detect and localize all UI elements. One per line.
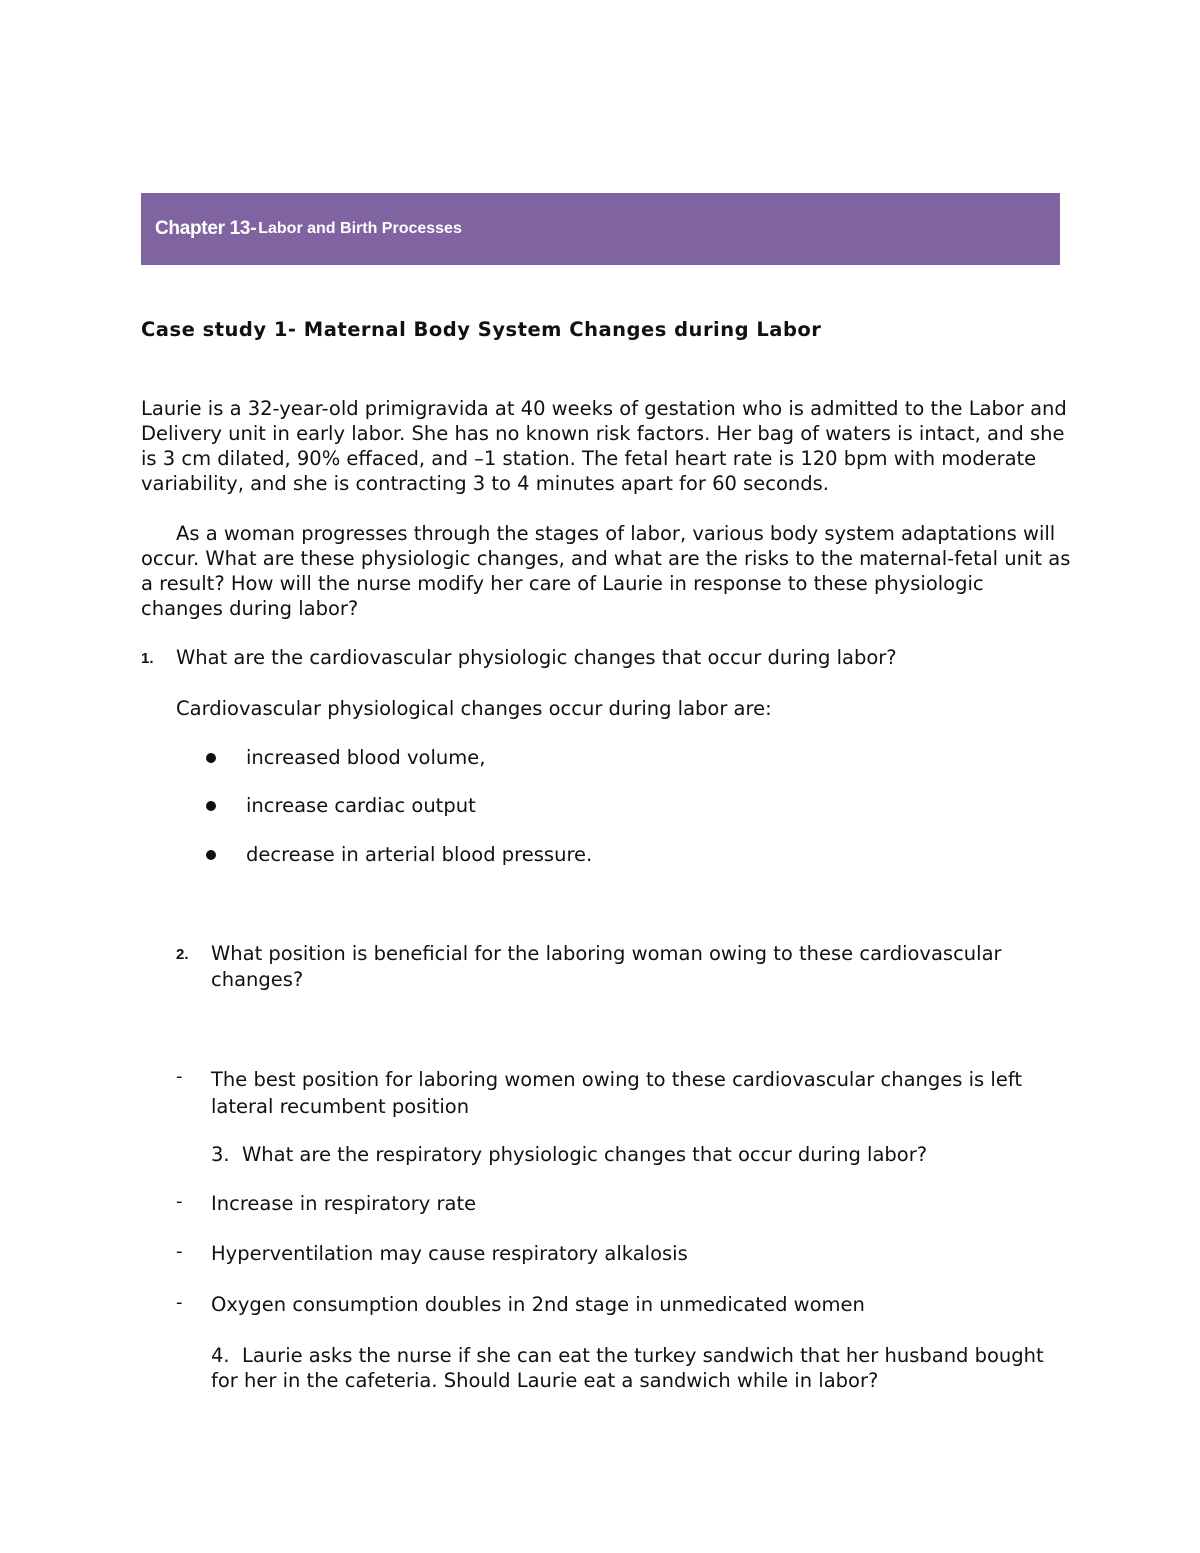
dash-marker: - (176, 1191, 183, 1212)
chapter-subtitle: Labor and Birth Processes (258, 220, 462, 237)
bullet-icon (206, 753, 216, 763)
q1-bullet-item: increase cardiac output (246, 794, 476, 817)
q3-answer-item: Hyperventilation may cause respiratory alkalosis (211, 1242, 688, 1265)
question-3-text: 3. What are the respiratory physiologic changes that occur during labor? (211, 1143, 928, 1166)
question-2-answer: The best position for laboring women owing to these cardiovascular changes is left lateral recumbent position (211, 1068, 1022, 1118)
q3-answer-item: Increase in respiratory rate (211, 1192, 477, 1215)
bullet-icon (206, 801, 216, 811)
question-2-text: What position is beneficial for the laboring woman owing to these cardiovascular changes? (211, 942, 1002, 991)
bullet-icon (206, 850, 216, 860)
question-1-text: What are the cardiovascular physiologic changes that occur during labor? (176, 646, 897, 669)
question-4-text: 4. Laurie asks the nurse if she can eat the turkey sandwich that her husband bought for her in the cafeteria. Should Laurie eat a sandwich while in labor? (211, 1344, 1044, 1392)
q3-answer-item: Oxygen consumption doubles in 2nd stage in unmedicated women (211, 1293, 865, 1316)
q1-bullet-item: decrease in arterial blood pressure. (246, 843, 593, 866)
dash-marker: - (176, 1292, 183, 1313)
chapter-banner (141, 193, 1060, 265)
case-paragraph-2: As a woman progresses through the stages of labor, various body system adaptations will occur. What are these physiologic changes, and what are the risks to the maternal-fetal unit as a result? How will the nurse modify her care of Laurie in response to these physiologic changes during labor? (141, 522, 1071, 620)
question-1-number: 1. (141, 650, 154, 667)
question-2-number: 2. (176, 946, 189, 963)
dash-marker: - (176, 1066, 183, 1087)
q1-bullet-item: increased blood volume, (246, 746, 486, 769)
chapter-number: Chapter 13- (155, 218, 257, 239)
dash-marker: - (176, 1241, 183, 1262)
case-study-title: Case study 1- Maternal Body System Changes during Labor (141, 318, 822, 341)
case-paragraph-1: Laurie is a 32-year-old primigravida at 40 weeks of gestation who is admitted to the Labor and Delivery unit in early labor. She has no known risk factors. Her bag of waters is intact, and she is 3 cm dilated, 90% effaced, and –1 station. The fetal heart rate is 120 bpm with moderate variability, and she is contracting 3 to 4 minutes apart for 60 seconds. (141, 397, 1067, 495)
question-1-answer-intro: Cardiovascular physiological changes occur during labor are: (176, 697, 772, 720)
